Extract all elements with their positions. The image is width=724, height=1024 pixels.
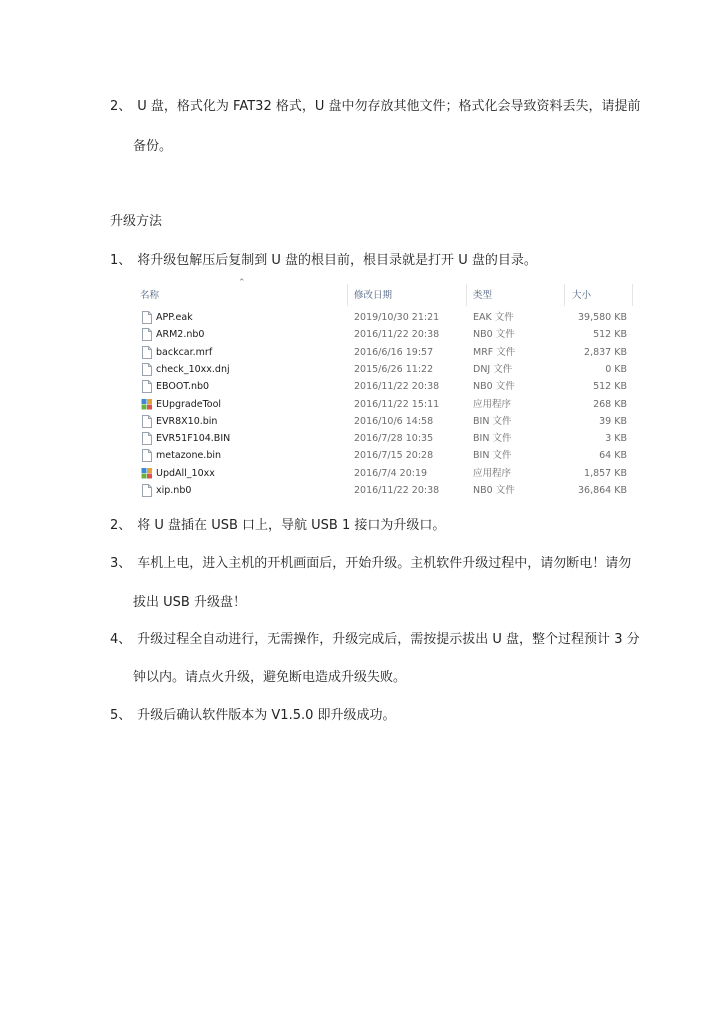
file-name: EVR51F104.BIN xyxy=(156,433,231,445)
file-name: APP.eak xyxy=(156,312,193,323)
file-row[interactable] xyxy=(132,482,634,499)
file-size: 1,857 KB xyxy=(584,467,627,479)
file-date: 2016/11/22 20:38 xyxy=(354,329,440,341)
file-name: xip.nb0 xyxy=(156,485,192,496)
file-name: metazone.bin xyxy=(156,450,222,462)
file-name: EUpgradeTool xyxy=(156,398,222,410)
file-row[interactable] xyxy=(132,361,634,378)
file-size: 64 KB xyxy=(599,450,627,462)
file-type: NB0 文件 xyxy=(473,329,515,341)
file-type: MRF 文件 xyxy=(473,346,516,358)
column-divider[interactable] xyxy=(347,284,348,306)
file-size: 2,837 KB xyxy=(584,346,627,358)
step-2 xyxy=(110,517,445,535)
list-number: 4、 xyxy=(110,632,132,647)
file-icon xyxy=(141,415,153,428)
file-date: 2019/10/30 21:21 xyxy=(354,312,440,323)
list-number: 2、 xyxy=(110,518,132,533)
file-size: 268 KB xyxy=(593,398,627,410)
column-header-type[interactable]: 类型 xyxy=(473,290,493,301)
sort-ascending-icon: ⌃ xyxy=(238,278,246,288)
file-date: 2016/11/22 20:38 xyxy=(354,485,440,496)
file-name: backcar.mrf xyxy=(156,346,213,358)
step-text: 升级后确认软件版本为 V1.5.0 即升级成功。 xyxy=(137,708,396,723)
step-text: 将 U 盘插在 USB 口上，导航 USB 1 接口为升级口。 xyxy=(137,518,446,533)
step-text: 车机上电，进入主机的开机画面后，开始升级。主机软件升级过程中，请勿断电！请勿 xyxy=(137,556,632,571)
file-row[interactable] xyxy=(132,413,634,430)
file-name: check_10xx.dnj xyxy=(156,363,230,375)
file-type: NB0 文件 xyxy=(473,485,515,496)
file-date: 2016/7/4 20:19 xyxy=(354,467,428,479)
file-row[interactable] xyxy=(132,344,634,361)
file-type: DNJ 文件 xyxy=(473,363,513,375)
file-type: BIN 文件 xyxy=(473,415,512,427)
file-type: BIN 文件 xyxy=(473,450,512,462)
file-date: 2016/11/22 20:38 xyxy=(354,381,440,393)
file-size: 0 KB xyxy=(605,363,627,375)
file-type: EAK 文件 xyxy=(473,312,514,323)
file-explorer-screenshot xyxy=(132,280,634,502)
step-5 xyxy=(110,707,396,725)
file-name: ARM2.nb0 xyxy=(156,329,205,341)
file-icon xyxy=(141,380,153,393)
list-number: 3、 xyxy=(110,556,132,571)
file-icon xyxy=(141,346,153,359)
file-row[interactable] xyxy=(132,378,634,395)
file-icon xyxy=(141,311,153,324)
file-date: 2016/6/16 19:57 xyxy=(354,346,434,358)
list-number: 2、 xyxy=(110,99,132,114)
file-row[interactable] xyxy=(132,326,634,343)
step-4-line2: 钟以内。请点火升级，避免断电造成升级失败。 xyxy=(133,670,407,685)
file-name: EVR8X10.bin xyxy=(156,415,218,427)
file-size: 3 KB xyxy=(605,433,627,445)
step-3-line2: 拔出 USB 升级盘！ xyxy=(133,595,246,610)
file-size: 512 KB xyxy=(593,329,627,341)
file-type: NB0 文件 xyxy=(473,381,515,393)
file-size: 512 KB xyxy=(593,381,627,393)
file-row[interactable] xyxy=(132,447,634,464)
step-text: U 盘，格式化为 FAT32 格式，U 盘中勿存放其他文件；格式化会导致资料丢失，请提前 xyxy=(137,99,641,114)
file-type: 应用程序 xyxy=(473,398,512,410)
column-header-date[interactable]: 修改日期 xyxy=(354,290,393,301)
file-date: 2015/6/26 11:22 xyxy=(354,363,434,375)
app-icon xyxy=(141,467,153,480)
file-icon xyxy=(141,432,153,445)
file-name: EBOOT.nb0 xyxy=(156,381,210,393)
step-3-line1 xyxy=(110,555,631,573)
file-icon xyxy=(141,328,153,341)
step-2-prep-line2: 备份。 xyxy=(133,139,173,154)
file-row[interactable] xyxy=(132,465,634,482)
file-row[interactable] xyxy=(132,430,634,447)
list-number: 1、 xyxy=(110,253,132,268)
file-date: 2016/11/22 15:11 xyxy=(354,398,440,410)
section-title: 升级方法 xyxy=(110,214,163,229)
step-text: 将升级包解压后复制到 U 盘的根目前，根目录就是打开 U 盘的目录。 xyxy=(137,253,537,268)
file-size: 39,580 KB xyxy=(577,312,627,323)
app-icon xyxy=(141,398,153,411)
file-date: 2016/7/28 10:35 xyxy=(354,433,434,445)
column-header-size[interactable]: 大小 xyxy=(572,290,592,301)
step-4-line1 xyxy=(110,631,640,649)
file-date: 2016/7/15 20:28 xyxy=(354,450,434,462)
file-icon xyxy=(141,449,153,462)
file-row[interactable] xyxy=(132,396,634,413)
column-header-name[interactable]: 名称 xyxy=(140,290,160,301)
column-divider[interactable] xyxy=(466,284,467,306)
step-2-prep-line1 xyxy=(110,98,641,116)
list-number: 5、 xyxy=(110,708,132,723)
file-type: 应用程序 xyxy=(473,467,512,479)
file-icon xyxy=(141,363,153,376)
step-text: 升级过程全自动进行，无需操作，升级完成后，需按提示拔出 U 盘，整个过程预计 3 分 xyxy=(137,632,640,647)
file-size: 36,864 KB xyxy=(577,485,627,496)
column-divider[interactable] xyxy=(632,284,633,306)
file-name: UpdAll_10xx xyxy=(156,467,215,479)
column-divider[interactable] xyxy=(564,284,565,306)
file-type: BIN 文件 xyxy=(473,433,512,445)
file-row[interactable] xyxy=(132,309,634,326)
file-date: 2016/10/6 14:58 xyxy=(354,415,434,427)
file-icon xyxy=(141,484,153,497)
file-size: 39 KB xyxy=(599,415,627,427)
step-1 xyxy=(110,252,537,270)
